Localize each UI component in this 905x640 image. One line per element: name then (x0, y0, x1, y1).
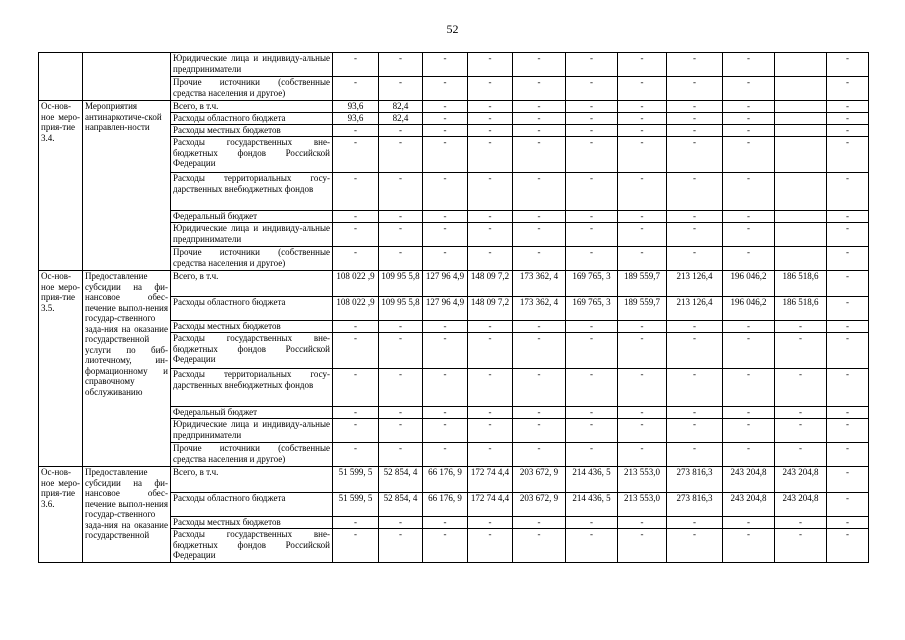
value-cell: - (618, 113, 667, 125)
value-cell: - (827, 173, 869, 211)
value-cell: - (667, 247, 723, 271)
value-cell: - (423, 419, 468, 443)
value-cell: - (468, 101, 513, 113)
value-cell: - (775, 443, 827, 467)
value-cell: - (566, 247, 618, 271)
value-cell: 52 854, 4 (379, 467, 423, 493)
value-cell: - (468, 443, 513, 467)
value-cell: - (566, 77, 618, 101)
value-cell: - (513, 53, 566, 77)
value-cell: - (723, 529, 775, 563)
value-cell: - (827, 137, 869, 173)
value-cell: 213 126,4 (667, 297, 723, 321)
value-cell: - (667, 101, 723, 113)
value-cell: 93,6 (333, 101, 379, 113)
measure-code-cell: Ос-нов-ное меро-прия-тие 3.4. (39, 101, 83, 271)
value-cell: - (618, 333, 667, 369)
value-cell: - (775, 321, 827, 333)
value-cell: - (775, 333, 827, 369)
value-cell: 243 204,8 (775, 467, 827, 493)
value-cell: - (566, 173, 618, 211)
value-cell: - (566, 333, 618, 369)
value-cell: - (723, 113, 775, 125)
value-cell: - (379, 137, 423, 173)
value-cell: - (379, 125, 423, 137)
value-cell: - (827, 407, 869, 419)
value-cell: - (513, 77, 566, 101)
value-cell: - (618, 223, 667, 247)
value-cell: - (723, 407, 775, 419)
value-cell: - (775, 517, 827, 529)
value-cell: - (827, 369, 869, 407)
value-cell: 213 553,0 (618, 467, 667, 493)
value-cell: - (333, 77, 379, 101)
value-cell: - (379, 517, 423, 529)
value-cell: - (423, 101, 468, 113)
value-cell: - (513, 113, 566, 125)
value-cell: - (468, 125, 513, 137)
value-cell (775, 211, 827, 223)
value-cell: - (723, 369, 775, 407)
value-cell: - (423, 173, 468, 211)
measure-name-cell: Предоставление субсидии на фи-нансовое обес-печение выпол-нения государ-ственного зада-ния на оказание государственной услуги по биб-лиотечному, ин-формационному и справочному обслуживанию (83, 271, 171, 467)
funding-source-cell: Расходы областного бюджета (171, 297, 333, 321)
value-cell: - (423, 333, 468, 369)
value-cell: 213 553,0 (618, 493, 667, 517)
value-cell: - (827, 77, 869, 101)
value-cell: 172 74 4,4 (468, 467, 513, 493)
value-cell: - (827, 517, 869, 529)
value-cell: - (423, 443, 468, 467)
value-cell: - (827, 333, 869, 369)
value-cell: - (468, 369, 513, 407)
value-cell: - (566, 443, 618, 467)
value-cell: - (379, 419, 423, 443)
measure-name-cell: Предоставление субсидии на фи-нансовое обес-печение выпол-нения государ-ственного зада-ния на оказание государственной (83, 467, 171, 563)
value-cell: - (333, 223, 379, 247)
value-cell: - (379, 407, 423, 419)
value-cell: - (827, 247, 869, 271)
value-cell: 148 09 7,2 (468, 271, 513, 297)
measure-code-cell: Ос-нов-ное меро-прия-тие 3.6. (39, 467, 83, 563)
value-cell: - (667, 211, 723, 223)
table-row (39, 271, 869, 297)
measure-name-cell: Мероприятия антинаркотиче-ской направлен-ности (83, 101, 171, 271)
value-cell: - (618, 53, 667, 77)
value-cell: - (618, 77, 667, 101)
value-cell: - (827, 493, 869, 517)
value-cell: - (468, 173, 513, 211)
value-cell: - (827, 443, 869, 467)
value-cell: - (566, 223, 618, 247)
value-cell: - (513, 137, 566, 173)
value-cell: - (566, 137, 618, 173)
value-cell: - (379, 369, 423, 407)
value-cell: - (333, 137, 379, 173)
funding-source-cell: Расходы государственных вне-бюджетных фондов Российской Федерации (171, 333, 333, 369)
value-cell: - (667, 125, 723, 137)
value-cell: - (667, 369, 723, 407)
page-number: 52 (446, 22, 459, 36)
value-cell: - (333, 517, 379, 529)
value-cell (775, 53, 827, 77)
budget-table-body (39, 53, 869, 563)
value-cell: - (827, 467, 869, 493)
value-cell: - (333, 173, 379, 211)
value-cell: - (667, 137, 723, 173)
value-cell: - (667, 321, 723, 333)
value-cell: - (513, 211, 566, 223)
value-cell: - (468, 113, 513, 125)
value-cell (775, 247, 827, 271)
value-cell: 189 559,7 (618, 271, 667, 297)
value-cell: - (566, 125, 618, 137)
value-cell: - (827, 223, 869, 247)
value-cell: - (827, 271, 869, 297)
value-cell: - (513, 529, 566, 563)
value-cell: - (513, 125, 566, 137)
value-cell: - (566, 529, 618, 563)
value-cell: 173 362, 4 (513, 271, 566, 297)
value-cell: - (827, 53, 869, 77)
value-cell: - (723, 211, 775, 223)
value-cell: - (723, 443, 775, 467)
value-cell: 214 436, 5 (566, 467, 618, 493)
value-cell: - (513, 407, 566, 419)
funding-source-cell: Расходы областного бюджета (171, 113, 333, 125)
value-cell: - (513, 369, 566, 407)
value-cell: - (566, 419, 618, 443)
value-cell: - (468, 137, 513, 173)
value-cell: - (333, 443, 379, 467)
value-cell: - (379, 443, 423, 467)
value-cell: - (566, 101, 618, 113)
measure-name-cell (83, 53, 171, 101)
value-cell: - (468, 407, 513, 419)
value-cell: - (379, 223, 423, 247)
funding-source-cell: Юридические лица и индивиду-альные предприниматели (171, 53, 333, 77)
value-cell: 108 022 ,9 (333, 297, 379, 321)
value-cell: - (423, 247, 468, 271)
value-cell: - (618, 125, 667, 137)
value-cell: - (827, 321, 869, 333)
value-cell: - (333, 321, 379, 333)
value-cell: - (379, 53, 423, 77)
value-cell: 243 204,8 (723, 467, 775, 493)
funding-source-cell: Расходы местных бюджетов (171, 517, 333, 529)
value-cell: - (468, 53, 513, 77)
value-cell: - (827, 529, 869, 563)
value-cell: - (423, 113, 468, 125)
funding-source-cell: Прочие источники (собственные средства населения и другое) (171, 443, 333, 467)
value-cell: - (566, 113, 618, 125)
value-cell: - (723, 247, 775, 271)
table-row (39, 101, 869, 113)
value-cell: - (566, 211, 618, 223)
value-cell: - (723, 173, 775, 211)
value-cell: - (827, 113, 869, 125)
value-cell: 82,4 (379, 101, 423, 113)
value-cell: - (618, 173, 667, 211)
value-cell: - (723, 517, 775, 529)
funding-source-cell: Расходы государственных вне-бюджетных фондов Российской Федерации (171, 137, 333, 173)
table-row (39, 467, 869, 493)
value-cell: - (618, 321, 667, 333)
value-cell: - (566, 53, 618, 77)
value-cell: - (333, 529, 379, 563)
value-cell: 173 362, 4 (513, 297, 566, 321)
funding-source-cell: Расходы местных бюджетов (171, 125, 333, 137)
funding-source-cell: Юридические лица и индивиду-альные предприниматели (171, 223, 333, 247)
value-cell: - (827, 125, 869, 137)
measure-code-cell: Ос-нов-ное меро-прия-тие 3.5. (39, 271, 83, 467)
value-cell: 66 176, 9 (423, 493, 468, 517)
value-cell: - (667, 223, 723, 247)
value-cell: - (618, 247, 667, 271)
funding-source-cell: Всего, в т.ч. (171, 101, 333, 113)
value-cell: - (618, 369, 667, 407)
value-cell: - (333, 333, 379, 369)
value-cell: - (723, 321, 775, 333)
value-cell: - (513, 223, 566, 247)
value-cell: - (468, 517, 513, 529)
value-cell: 169 765, 3 (566, 297, 618, 321)
value-cell: 51 599, 5 (333, 467, 379, 493)
value-cell: - (775, 407, 827, 419)
value-cell: 186 518,6 (775, 271, 827, 297)
value-cell: - (618, 517, 667, 529)
value-cell: - (379, 173, 423, 211)
value-cell: - (667, 419, 723, 443)
value-cell: - (423, 369, 468, 407)
value-cell: 108 022 ,9 (333, 271, 379, 297)
funding-source-cell: Расходы местных бюджетов (171, 321, 333, 333)
value-cell: 148 09 7,2 (468, 297, 513, 321)
value-cell: - (667, 77, 723, 101)
value-cell: - (723, 101, 775, 113)
value-cell: - (566, 517, 618, 529)
value-cell: - (723, 223, 775, 247)
value-cell: - (566, 321, 618, 333)
value-cell: - (468, 321, 513, 333)
value-cell: - (333, 247, 379, 271)
value-cell: 214 436, 5 (566, 493, 618, 517)
value-cell: - (513, 321, 566, 333)
measure-code-cell (39, 53, 83, 101)
value-cell: - (667, 443, 723, 467)
value-cell: 243 204,8 (775, 493, 827, 517)
value-cell: - (423, 407, 468, 419)
value-cell: - (423, 53, 468, 77)
value-cell: - (618, 419, 667, 443)
value-cell: - (513, 419, 566, 443)
funding-source-cell: Расходы государственных вне-бюджетных фондов Российской Федерации (171, 529, 333, 563)
value-cell: - (667, 53, 723, 77)
funding-source-cell: Прочие источники (собственные средства населения и другое) (171, 77, 333, 101)
value-cell: - (513, 443, 566, 467)
value-cell: 203 672, 9 (513, 493, 566, 517)
value-cell: - (827, 211, 869, 223)
value-cell: - (423, 211, 468, 223)
value-cell: 203 672, 9 (513, 467, 566, 493)
value-cell: - (423, 529, 468, 563)
value-cell: - (667, 517, 723, 529)
value-cell: - (423, 125, 468, 137)
value-cell: - (618, 137, 667, 173)
value-cell: 196 046,2 (723, 297, 775, 321)
value-cell: - (618, 211, 667, 223)
value-cell: - (618, 101, 667, 113)
value-cell: - (775, 369, 827, 407)
value-cell: - (667, 113, 723, 125)
value-cell: 196 046,2 (723, 271, 775, 297)
value-cell: 127 96 4,9 (423, 271, 468, 297)
value-cell: - (566, 369, 618, 407)
value-cell: - (423, 77, 468, 101)
value-cell: - (379, 77, 423, 101)
value-cell: - (513, 101, 566, 113)
value-cell: - (513, 173, 566, 211)
value-cell (775, 113, 827, 125)
funding-source-cell: Юридические лица и индивиду-альные предприниматели (171, 419, 333, 443)
value-cell: - (723, 77, 775, 101)
value-cell: 273 816,3 (667, 493, 723, 517)
value-cell: 109 95 5,8 (379, 271, 423, 297)
value-cell: 186 518,6 (775, 297, 827, 321)
value-cell: - (468, 77, 513, 101)
value-cell: - (468, 247, 513, 271)
value-cell: - (468, 333, 513, 369)
value-cell: 51 599, 5 (333, 493, 379, 517)
value-cell: 213 126,4 (667, 271, 723, 297)
table-row (39, 53, 869, 77)
value-cell: - (667, 407, 723, 419)
value-cell: - (468, 529, 513, 563)
value-cell: - (618, 443, 667, 467)
value-cell: - (513, 333, 566, 369)
value-cell: - (827, 101, 869, 113)
funding-source-cell: Расходы территориальных госу-дарственных внебюджетных фондов (171, 173, 333, 211)
value-cell: - (379, 321, 423, 333)
value-cell (775, 125, 827, 137)
value-cell: - (423, 517, 468, 529)
value-cell: - (468, 211, 513, 223)
value-cell: - (827, 419, 869, 443)
value-cell: 189 559,7 (618, 297, 667, 321)
funding-source-cell: Расходы областного бюджета (171, 493, 333, 517)
budget-table (38, 52, 869, 563)
value-cell: - (468, 223, 513, 247)
value-cell: - (566, 407, 618, 419)
value-cell: - (723, 419, 775, 443)
value-cell: - (333, 211, 379, 223)
funding-source-cell: Расходы территориальных госу-дарственных внебюджетных фондов (171, 369, 333, 407)
value-cell (775, 137, 827, 173)
value-cell: - (379, 333, 423, 369)
value-cell: 82,4 (379, 113, 423, 125)
value-cell: - (423, 223, 468, 247)
value-cell: - (513, 517, 566, 529)
value-cell: - (379, 211, 423, 223)
value-cell: - (379, 529, 423, 563)
value-cell (775, 223, 827, 247)
value-cell: - (723, 333, 775, 369)
value-cell: - (723, 137, 775, 173)
value-cell (775, 77, 827, 101)
value-cell: - (723, 125, 775, 137)
value-cell: - (723, 53, 775, 77)
value-cell: - (333, 419, 379, 443)
value-cell: 273 816,3 (667, 467, 723, 493)
value-cell (775, 101, 827, 113)
value-cell: 172 74 4,4 (468, 493, 513, 517)
funding-source-cell: Всего, в т.ч. (171, 271, 333, 297)
value-cell: - (379, 247, 423, 271)
value-cell: - (667, 529, 723, 563)
value-cell: - (423, 137, 468, 173)
value-cell: - (333, 369, 379, 407)
value-cell: - (827, 297, 869, 321)
value-cell: 93,6 (333, 113, 379, 125)
value-cell: - (513, 247, 566, 271)
value-cell: - (618, 529, 667, 563)
value-cell: - (775, 529, 827, 563)
value-cell: 52 854, 4 (379, 493, 423, 517)
value-cell: 243 204,8 (723, 493, 775, 517)
value-cell: - (423, 321, 468, 333)
value-cell: 109 95 5,8 (379, 297, 423, 321)
value-cell: - (333, 407, 379, 419)
value-cell: 66 176, 9 (423, 467, 468, 493)
value-cell: - (775, 419, 827, 443)
funding-source-cell: Федеральный бюджет (171, 407, 333, 419)
value-cell: 127 96 4,9 (423, 297, 468, 321)
value-cell: - (618, 407, 667, 419)
value-cell: - (333, 53, 379, 77)
value-cell: - (468, 419, 513, 443)
value-cell: 169 765, 3 (566, 271, 618, 297)
funding-source-cell: Всего, в т.ч. (171, 467, 333, 493)
value-cell: - (333, 125, 379, 137)
value-cell (775, 173, 827, 211)
value-cell: - (667, 333, 723, 369)
value-cell: - (667, 173, 723, 211)
funding-source-cell: Федеральный бюджет (171, 211, 333, 223)
funding-source-cell: Прочие источники (собственные средства населения и другое) (171, 247, 333, 271)
